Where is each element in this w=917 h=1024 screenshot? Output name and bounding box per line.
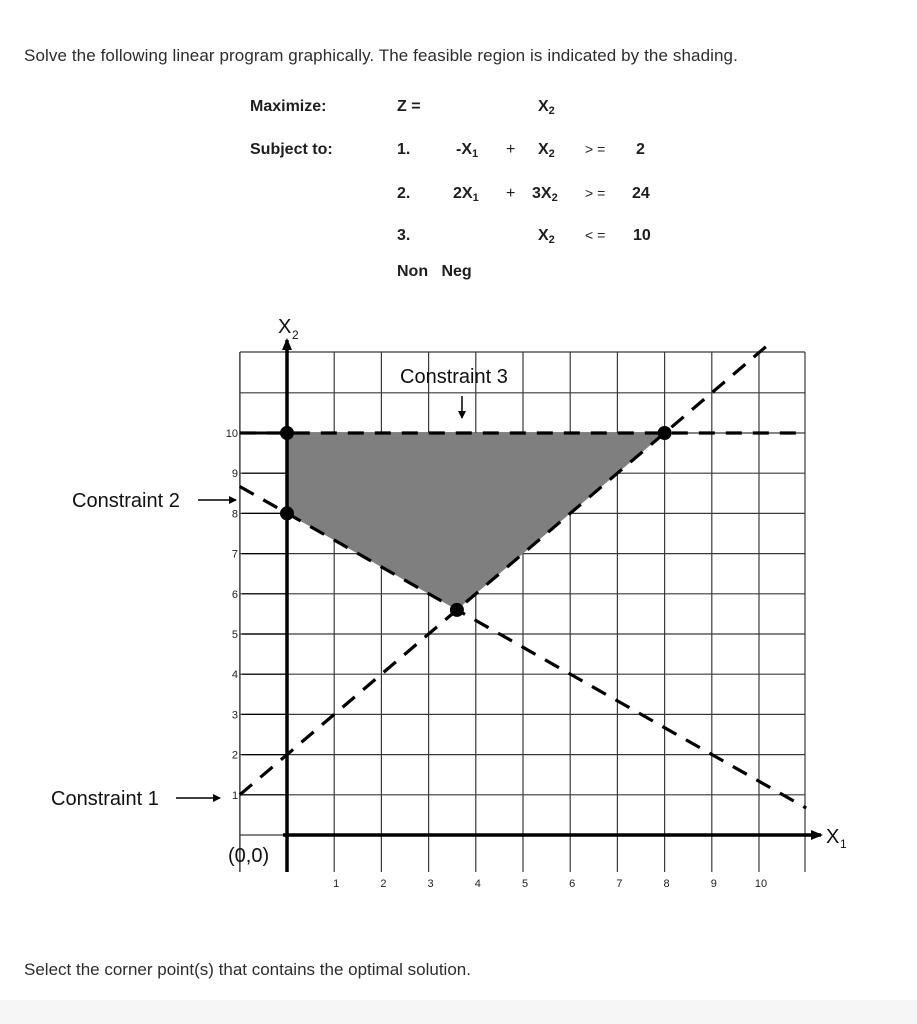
rhs-value: 2 [636, 141, 645, 158]
operator: < = [585, 227, 606, 243]
corner-point [658, 426, 672, 440]
rhs-value: 10 [633, 227, 651, 244]
feasible-region [287, 433, 665, 610]
z-label: Z = [397, 98, 421, 115]
corner-point [450, 603, 464, 617]
operator: > = [585, 141, 606, 157]
y-tick-label: 10 [225, 428, 238, 440]
answer-area-divider [0, 1000, 917, 1024]
y-tick-label: 4 [231, 669, 238, 682]
y-tick-label: 2 [231, 749, 238, 762]
x-axis-label-subscript: 1 [840, 837, 847, 851]
objective-term: $X_2$ [538, 98, 555, 117]
x-tick-label: 5 [521, 878, 529, 890]
constraint-number: 1. [397, 141, 411, 158]
rhs-value: 24 [632, 185, 650, 202]
plus-sign: + [506, 141, 516, 158]
corner-point [280, 506, 294, 520]
x-tick-label: 9 [710, 878, 717, 890]
y-tick-label: 8 [231, 508, 238, 521]
y-tick-label: 3 [231, 709, 238, 722]
question-prompt: Select the corner point(s) that contains the optimal solution. [24, 960, 471, 979]
y-tick-label: 5 [231, 629, 238, 641]
y-axis-label-subscript: 2 [292, 328, 299, 342]
y-tick-label: 9 [231, 468, 238, 481]
constraint-2-label: Constraint 2 [72, 490, 180, 512]
y-tick-label: 6 [231, 588, 238, 601]
x-axis-label: X [826, 826, 840, 848]
x-tick-label: 1 [333, 878, 340, 890]
corner-point [280, 426, 294, 440]
x-tick-label: 6 [569, 878, 576, 890]
constraint-term-x2: $3X_2$ [532, 185, 558, 204]
plus-sign: + [506, 185, 516, 202]
x-tick-label: 7 [616, 878, 623, 890]
origin-label: (0,0) [228, 845, 270, 867]
operator: > = [585, 185, 606, 201]
constraint-term-x1: $2X_1$ [453, 185, 479, 204]
x-tick-label: 10 [754, 878, 768, 890]
y-axis-label: X [278, 316, 292, 338]
y-tick-label: 7 [231, 548, 238, 561]
x-tick-label: 8 [663, 878, 670, 890]
constraint-number: 2. [397, 185, 411, 202]
x-tick-label: 2 [380, 878, 387, 890]
subject-to-label: Subject to: [250, 141, 333, 158]
x-tick-label: 3 [427, 878, 434, 890]
constraint-3-label: Constraint 3 [400, 366, 508, 388]
constraint-1-label: Constraint 1 [51, 788, 159, 810]
constraint-term-x1: $-X_1$ [456, 141, 479, 160]
constraint-term-x2: $X_2$ [538, 141, 555, 160]
x-tick-label: 4 [474, 878, 481, 890]
maximize-label: Maximize: [250, 98, 327, 115]
constraint-number: 3. [397, 227, 411, 244]
y-tick-label: 1 [232, 789, 239, 802]
non-negativity-label: Non Neg [397, 263, 472, 280]
constraint-term-x2: $X_2$ [538, 227, 555, 246]
problem-statement: Solve the following linear program graphically. The feasible region is indicated by the shading. [24, 46, 738, 65]
